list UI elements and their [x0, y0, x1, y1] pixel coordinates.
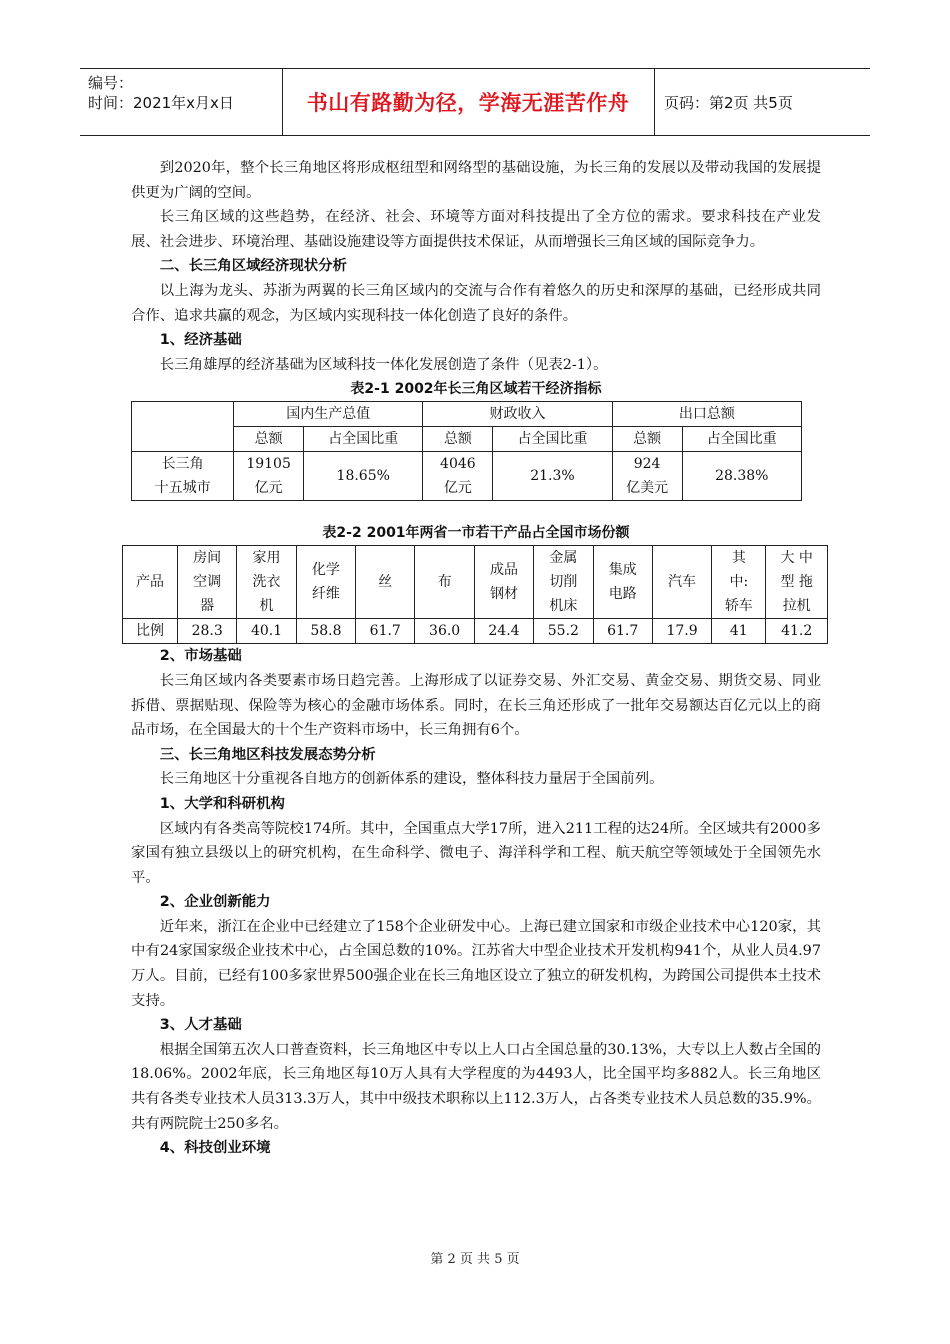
product-header-cell: 其 中: 轿车 — [712, 546, 766, 619]
product-header-cell: 汽车 — [652, 546, 711, 619]
share-value-cell: 61.7 — [593, 619, 652, 644]
table-header-cell: 产品 — [123, 546, 178, 619]
table-cell: 28.38% — [682, 452, 801, 501]
table-cell: 4046 亿元 — [423, 452, 493, 501]
paragraph: 以上海为龙头、苏浙为两翼的长三角区域内的交流与合作有着悠久的历史和深厚的基础，已经形成共同合作、追求共赢的观念，为区域内实现科技一体化创造了良好的条件。 — [131, 282, 821, 324]
header-divider — [654, 69, 655, 135]
subsection-heading: 2、企业创新能力 — [159, 894, 271, 911]
product-header-cell: 房间 空调 器 — [178, 546, 237, 619]
table-group-header: 财政收入 — [423, 402, 612, 427]
subsection-heading: 1、经济基础 — [159, 332, 242, 349]
table-sub-header: 总额 — [612, 427, 682, 452]
economic-indicators-table — [131, 401, 802, 501]
date-label: 时间：2021年x月x日 — [88, 94, 234, 112]
header-meta — [88, 73, 234, 113]
product-header-cell: 化学 纤维 — [296, 546, 355, 619]
paragraph: 长三角雄厚的经济基础为区域科技一体化发展创造了条件（见表2-1）。 — [159, 356, 608, 373]
product-header-cell: 布 — [415, 546, 474, 619]
table-sub-header: 总额 — [423, 427, 493, 452]
share-value-cell: 28.3 — [178, 619, 237, 644]
product-header-cell: 家用 洗衣 机 — [237, 546, 296, 619]
share-value-cell: 36.0 — [415, 619, 474, 644]
table-row-label: 比例 — [123, 619, 178, 644]
table-group-header: 出口总额 — [612, 402, 801, 427]
table-row-label: 长三角 十五城市 — [132, 452, 234, 501]
header-page-label: 页码：第2页 共5页 — [664, 93, 793, 112]
share-value-cell: 61.7 — [356, 619, 415, 644]
header-motto: 书山有路勤为径，学海无涯苦作舟 — [306, 91, 630, 115]
share-value-cell: 55.2 — [534, 619, 593, 644]
table-sub-header: 占全国比重 — [304, 427, 423, 452]
table-sub-header: 占全国比重 — [682, 427, 801, 452]
serial-label: 编号： — [88, 74, 134, 92]
table-cell: 21.3% — [493, 452, 612, 501]
paragraph: 到2020年，整个长三角地区将形成枢纽型和网络型的基础设施，为长三角的发展以及带动我国的发展提供更为广阔的空间。 — [131, 160, 821, 201]
product-header-cell: 丝 — [356, 546, 415, 619]
subsection-heading: 4、科技创业环境 — [159, 1140, 271, 1157]
paragraph: 长三角区域的这些趋势，在经济、社会、环境等方面对科技提出了全方位的需求。要求科技在产业发展、社会进步、环境治理、基础设施建设等方面提供技术保证，从而增强长三角区域的国际竞争力。 — [131, 209, 821, 250]
product-header-cell: 成品 钢材 — [474, 546, 533, 619]
product-header-cell: 金属 切削 机床 — [534, 546, 593, 619]
section-heading: 二、长三角区域经济现状分析 — [159, 258, 347, 275]
paragraph: 长三角地区十分重视各自地方的创新体系的建设，整体科技力量居于全国前列。 — [159, 771, 664, 788]
paragraph: 长三角区域内各类要素市场日趋完善。上海形成了以证券交易、外汇交易、黄金交易、期货交易、同业拆借、票据贴现、保险等为核心的金融市场体系。同时，在长三角还形成了一批年交易额达百亿元以上的商品市场，在全国最大的十个生产资料市场中，长三角拥有6个。 — [131, 672, 821, 739]
share-value-cell: 40.1 — [237, 619, 296, 644]
section-heading: 三、长三角地区科技发展态势分析 — [159, 746, 376, 763]
document-body — [131, 156, 821, 1161]
paragraph: 根据全国第五次人口普查资料，长三角地区中专以上人口占全国总量的30.13%，大专以上人数占全国的18.06%。2002年底，长三角地区每10万人具有大学程度的为4493人，比全国平均多882人。长三角地区共有各类专业技术人员313.3万人，其中中级技术职称以上112.3万人，占各类专业技术人员总数的35.9%。共有两院院士250多名。 — [131, 1041, 821, 1132]
table-cell: 19105 亿元 — [234, 452, 304, 501]
table-sub-header: 占全国比重 — [493, 427, 612, 452]
table-group-header: 国内生产总值 — [234, 402, 423, 427]
share-value-cell: 17.9 — [652, 619, 711, 644]
paragraph: 近年来，浙江在企业中已经建立了158个企业研发中心。上海已建立国家和市级企业技术中心120家，其中有24家国家级企业技术中心，占全国总数的10%。江苏省大中型企业技术开发机构941个，从业人员4.97万人。目前，已经有100多家世界500强企业在长三角地区设立了独立的研发机构，为跨国公司提供本土技术支持。 — [131, 918, 821, 1009]
page-footer: 第 2 页 共 5 页 — [430, 1252, 520, 1267]
table-sub-header: 总额 — [234, 427, 304, 452]
subsection-heading: 1、大学和科研机构 — [159, 795, 285, 812]
table-cell: 924 亿美元 — [612, 452, 682, 501]
table-cell: 18.65% — [304, 452, 423, 501]
market-share-table — [122, 545, 828, 644]
share-value-cell: 41 — [712, 619, 766, 644]
subsection-heading: 3、人才基础 — [159, 1017, 242, 1034]
page-header — [80, 68, 870, 136]
product-header-cell: 大 中 型 拖 拉机 — [766, 546, 828, 619]
table-caption: 表2-2 2001年两省一市若干产品占全国市场份额 — [322, 525, 630, 542]
table-corner-cell — [132, 402, 234, 452]
table-caption: 表2-1 2002年长三角区域若干经济指标 — [350, 381, 602, 398]
share-value-cell: 41.2 — [766, 619, 828, 644]
share-value-cell: 58.8 — [296, 619, 355, 644]
subsection-heading: 2、市场基础 — [159, 648, 242, 665]
paragraph: 区域内有各类高等院校174所。其中，全国重点大学17所，进入211工程的达24所。全区域共有2000多家国有独立县级以上的研究机构，在生命科学、微电子、海洋科学和工程、航天航空等领域处于全国领先水平。 — [131, 820, 821, 886]
share-value-cell: 24.4 — [474, 619, 533, 644]
product-header-cell: 集成 电路 — [593, 546, 652, 619]
